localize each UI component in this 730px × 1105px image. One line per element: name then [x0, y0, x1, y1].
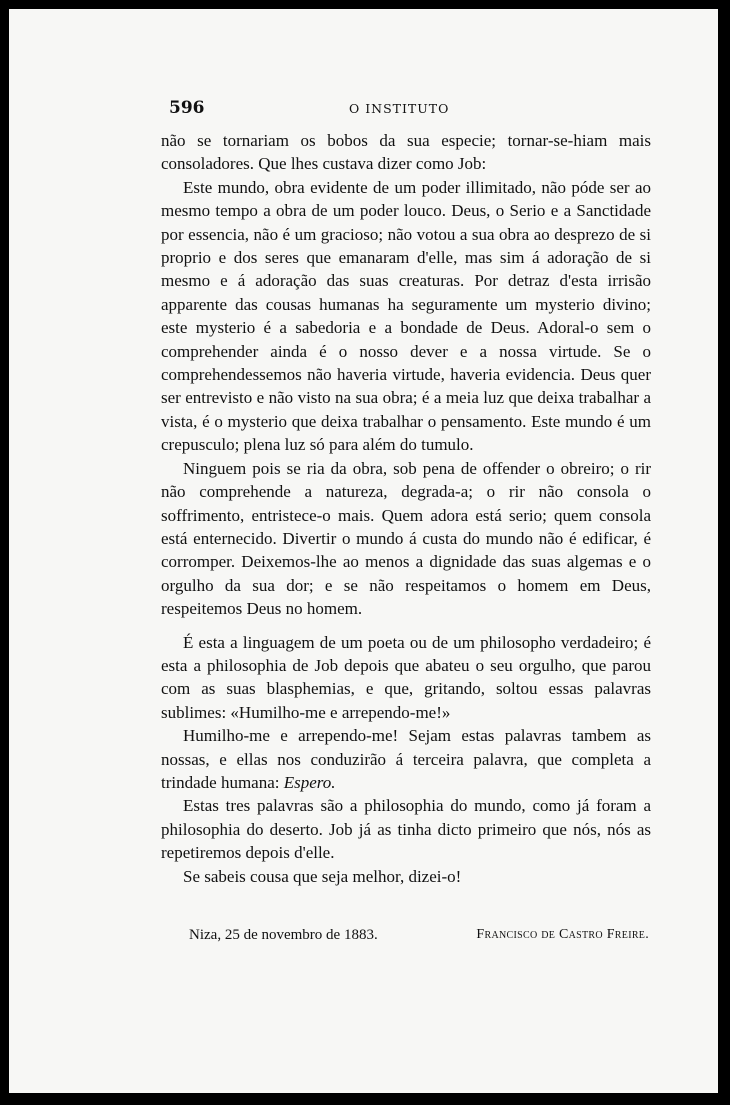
paragraph-5-emphasis: Espero.	[283, 772, 336, 792]
paragraph-1: não se tornariam os bobos da sua especie; tornar-se-hiam mais consoladores. Que lhes custava dizer como Job:	[161, 131, 651, 174]
signature-line	[189, 927, 649, 951]
place-date: Niza, 25 de novembro de 1883.	[189, 927, 378, 943]
paragraph-2: Este mundo, obra evidente de um poder illimitado, não póde ser ao mesmo tempo a obra de um poder louco. Deus, o Serio e a Sanctidade por essencia, não é um gracioso; não votou a sua obra ao desprezo de si proprio e dos seres que emanaram d'elle, mas sim á adoração de si mesmo e á adoração das suas creaturas. Por detraz d'esta irrisão apparente das cousas humanas ha seguramente um mysterio divino; este mysterio é a sabedoria e a bondade de Deus. Adoral-o sem o comprehender ainda é o nosso dever e a nossa virtude. Se o comprehendessemos não haveria virtude, haveria evidencia. Deus quer ser entrevisto e não visto na sua obra; é a meia luz que deixa trabalhar a vista, é o mysterio que deixa trabalhar o pensamento. Este mundo é um crepusculo; plena luz só para além do tumulo.	[161, 177, 651, 455]
paragraph-5-text: Humilho-me e arrependo-me! Sejam estas palavras tambem as nossas, e ellas nos conduzirão á terceira palavra, que completa a trindade humana:	[161, 726, 651, 792]
page-header	[169, 98, 649, 120]
paragraph-5	[161, 724, 651, 794]
author-name: Francisco de Castro Freire.	[476, 927, 649, 942]
running-title: O INSTITUTO	[349, 101, 450, 116]
page-number: 596	[169, 98, 205, 118]
body-text	[161, 129, 651, 888]
paragraph-3: Ninguem pois se ria da obra, sob pena de offender o obreiro; o rir não comprehende a natureza, degrada-a; o rir não consola o soffrimento, entristece-o mais. Quem adora está serio; quem consola está enternecido. Divertir o mundo á custa do mundo não é edificar, é corromper. Deixemos-lhe ao menos a dignidade das suas algemas e o orgulho da sua dor; e se não respeitamos o homem em Deus, respeitemos Deus no homem.	[161, 458, 651, 619]
book-page	[9, 9, 718, 1093]
paragraph-7: Se sabeis cousa que seja melhor, dizei-o!	[183, 866, 462, 886]
paragraph-6: Estas tres palavras são a philosophia do mundo, como já foram a philosophia do deserto. Job já as tinha dicto primeiro que nós, nós as repetiremos depois d'elle.	[161, 796, 651, 863]
paragraph-4: É esta a linguagem de um poeta ou de um philosopho verdadeiro; é esta a philosophia de Job depois que abateu o seu orgulho, que parou com as suas blasphemias, e que, gritando, soltou essas palavras sublimes: «Humilho-me e arrependo-me!»	[161, 632, 651, 722]
